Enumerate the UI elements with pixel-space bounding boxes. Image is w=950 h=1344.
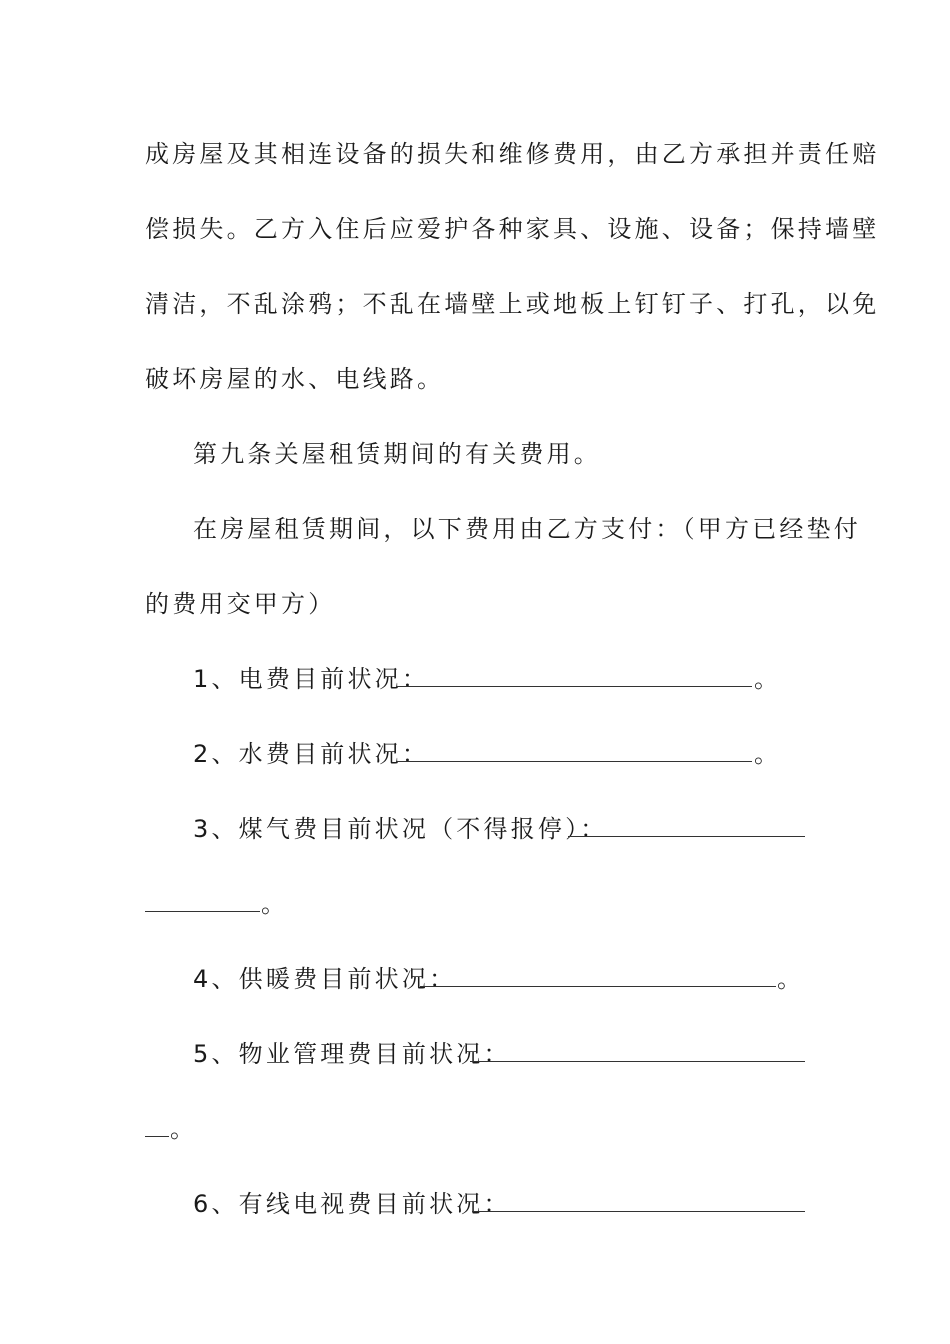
period: 。	[754, 740, 782, 768]
fee-item-label: 1、电费目前状况：	[193, 665, 430, 693]
period: 。	[170, 1115, 198, 1143]
fee-item-label: 5、物业管理费目前状况：	[193, 1040, 511, 1068]
blank-line	[145, 1113, 169, 1145]
blank-line	[420, 963, 776, 995]
blank-line	[470, 1038, 805, 1070]
fee-item-heating	[193, 963, 456, 995]
paragraph-line: 的费用交甲方）	[145, 590, 336, 618]
paragraph-line: 在房屋租赁期间，以下费用由乙方支付：（甲方已经垫付	[193, 515, 861, 543]
blank-line	[145, 888, 260, 920]
fee-item-label: 4、供暖费目前状况：	[193, 965, 457, 993]
article-heading: 第九条关屋租赁期间的有关费用。	[193, 440, 601, 468]
paragraph-line: 成房屋及其相连设备的损失和维修费用，由乙方承担并责任赔	[145, 140, 880, 168]
paragraph-line: 破坏房屋的水、电线路。	[145, 365, 445, 393]
paragraph-line: 偿损失。乙方入住后应爱护各种家具、设施、设备；保持墙壁	[145, 215, 880, 243]
period: 。	[261, 890, 289, 918]
fee-item-label: 2、水费目前状况：	[193, 740, 430, 768]
period: 。	[754, 665, 782, 693]
fee-item-gas	[193, 813, 607, 845]
fee-item-label: 3、煤气费目前状况（不得报停）：	[193, 815, 608, 843]
blank-line	[397, 738, 752, 770]
fee-item-label: 6、有线电视费目前状况：	[193, 1190, 511, 1218]
period: 。	[777, 965, 805, 993]
blank-line	[397, 663, 752, 695]
fee-item-property-management	[193, 1038, 511, 1070]
fee-item-water	[193, 738, 429, 770]
paragraph-line: 清洁，不乱涂鸦；不乱在墙壁上或地板上钉钉子、打孔，以免	[145, 290, 880, 318]
blank-line	[472, 1188, 805, 1220]
fee-item-cable-tv	[193, 1188, 511, 1220]
blank-line	[568, 813, 805, 845]
fee-item-electricity	[193, 663, 429, 695]
